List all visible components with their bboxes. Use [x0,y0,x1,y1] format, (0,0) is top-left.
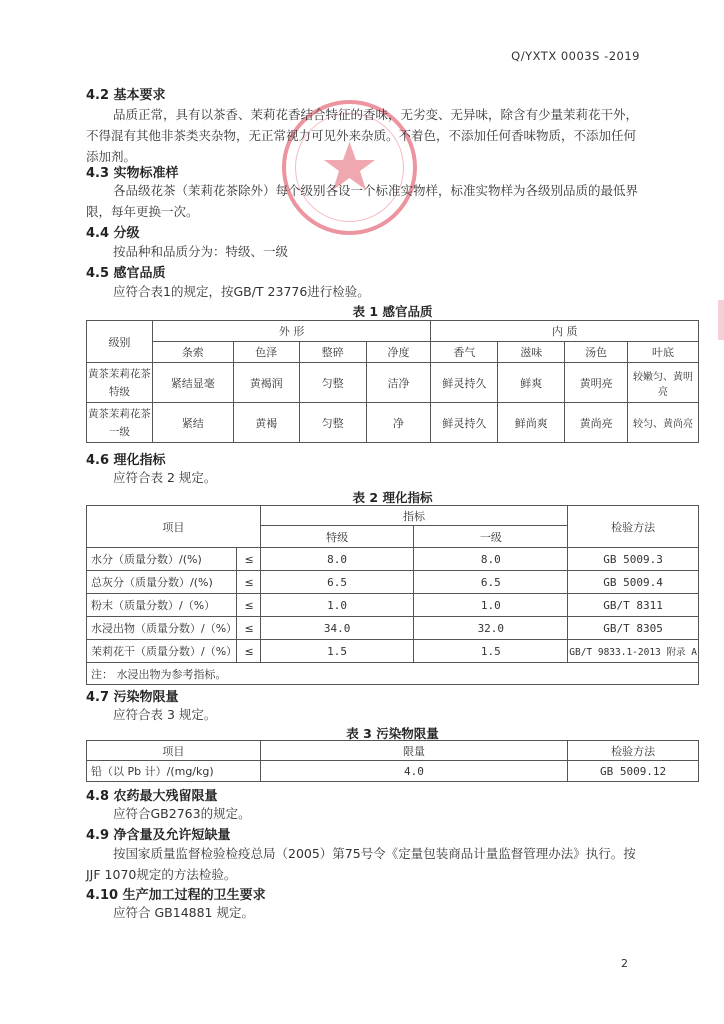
section-4-5-text: 应符合表1的规定，按GB/T 23776进行检验。 [113,284,370,299]
table-1-grade: 黄茶茉莉花茶特级 [87,363,153,403]
section-4-3-title: 4.3 实物标准样 [86,166,179,181]
table-1-grade-header: 级别 [87,321,153,363]
section-4-9-title: 4.9 净含量及允许短缺量 [86,828,231,843]
section-4-5-title: 4.5 感官品质 [86,266,166,281]
table-2-grade-special: 特级 [260,526,414,548]
table-3-method-header: 检验方法 [568,741,699,761]
table-cell: 1.5 [414,640,568,663]
table-cell: 鲜灵持久 [431,403,498,443]
table-cell: 紧结显毫 [152,363,233,403]
table-3-contaminant-limits [86,740,699,782]
table-2-item: 水浸出物（质量分数）/（%） [87,617,237,640]
section-4-2-title: 4.2 基本要求 [86,88,166,103]
table-1-col-header: 香气 [431,342,498,363]
section-4-10-title: 4.10 生产加工过程的卫生要求 [86,888,266,903]
section-4-8-text: 应符合GB2763的规定。 [113,806,251,821]
section-4-6-title: 4.6 理化指标 [86,453,166,468]
table-cell: 1.5 [260,640,414,663]
table-cell: 黄明亮 [565,363,628,403]
table-1-sensory-quality [86,320,699,443]
section-4-7-title: 4.7 污染物限量 [86,690,179,705]
page-number: 2 [621,957,628,970]
table-2-item: 水分（质量分数）/(%) [87,548,237,571]
table-3-limit-header: 限量 [260,741,567,761]
table-cell: 1.0 [414,594,568,617]
table-cell: GB 5009.4 [568,571,699,594]
table-cell: 黄尚亮 [565,403,628,443]
table-cell: 匀整 [299,363,366,403]
table-1-col-header: 整碎 [299,342,366,363]
table-1-outer-header: 外 形 [152,321,431,342]
table-row [87,761,699,782]
table-1-col-header: 叶底 [628,342,699,363]
table-cell: 较嫩匀、黄明亮 [628,363,699,403]
table-row [87,640,699,663]
table-2-item: 茉莉花干（质量分数）/（%） [87,640,237,663]
table-1-col-header: 净度 [366,342,431,363]
section-4-6-text: 应符合表 2 规定。 [113,470,217,485]
table-2-grade-first: 一级 [414,526,568,548]
table-cell: 8.0 [260,548,414,571]
table-1-col-header: 滋味 [498,342,565,363]
standard-code: Q/YXTX 0003S -2019 [511,49,640,63]
table-row [87,363,699,403]
table-1-col-header: 条索 [152,342,233,363]
table-2-item: 总灰分（质量分数）/(%) [87,571,237,594]
leq-symbol: ≤ [236,617,260,640]
table-cell: 鲜爽 [498,363,565,403]
table-cell: 1.0 [260,594,414,617]
table-cell: GB/T 8311 [568,594,699,617]
table-cell: 34.0 [260,617,414,640]
table-1-inner-header: 内 质 [431,321,699,342]
leq-symbol: ≤ [236,640,260,663]
table-2-item: 粉末（质量分数）/（%） [87,594,237,617]
table-cell: 6.5 [260,571,414,594]
table-2-method-header: 检验方法 [568,506,699,548]
leq-symbol: ≤ [236,594,260,617]
table-1-grade: 黄茶茉莉花茶一级 [87,403,153,443]
table-3-item: 铅（以 Pb 计）/(mg/kg) [87,761,261,782]
leq-symbol: ≤ [236,548,260,571]
table-3-item-header: 项目 [87,741,261,761]
table-cell: 黄褐 [233,403,299,443]
table-cell: 黄褐润 [233,363,299,403]
table-row [87,403,699,443]
section-4-10-text: 应符合 GB14881 规定。 [113,905,254,920]
leq-symbol: ≤ [236,571,260,594]
table-2-note: 注： 水浸出物为参考指标。 [87,663,699,685]
table-cell: GB 5009.3 [568,548,699,571]
table-cell: 紧结 [152,403,233,443]
table-cell: 32.0 [414,617,568,640]
table-cell: 8.0 [414,548,568,571]
table-2-caption: 表 2 理化指标 [352,490,433,505]
table-cell: GB 5009.12 [568,761,699,782]
table-cell: 洁净 [366,363,431,403]
section-4-4-title: 4.4 分级 [86,226,140,241]
table-1-col-header: 汤色 [565,342,628,363]
section-4-9-text: 按国家质量监督检验检疫总局（2005）第75号令《定量包装商品计量监督管理办法》执行。按JJF 1070规定的方法检验。 [86,846,636,882]
section-4-8-title: 4.8 农药最大残留限量 [86,789,218,804]
table-3-caption: 表 3 污染物限量 [346,726,439,741]
table-1-caption: 表 1 感官品质 [352,304,433,319]
table-row [87,571,699,594]
table-cell: 4.0 [260,761,567,782]
table-1-col-header: 色泽 [233,342,299,363]
table-row [87,663,699,685]
section-4-4-text: 按品种和品质分为：特级、一级 [113,244,289,259]
table-cell: 鲜灵持久 [431,363,498,403]
table-row [87,594,699,617]
section-4-3-text: 各品级花茶（茉莉花茶除外）每个级别各设一个标准实物样，标准实物样为各级别品质的最低界限，每年更换一次。 [86,183,639,219]
table-cell: 较匀、黄尚亮 [628,403,699,443]
edge-mark [718,300,724,340]
table-cell: 6.5 [414,571,568,594]
section-4-2-text: 品质正常，具有以茶香、茉莉花香结合特征的香味，无劣变、无异味，除含有少量茉莉花干外，不得混有其他非茶类夹杂物，无正常视力可见外来杂质。不着色，不添加任何香味物质，不添加任何添加剂。 [86,107,639,164]
table-cell: 鲜尚爽 [498,403,565,443]
table-cell: 净 [366,403,431,443]
table-2-item-header: 项目 [87,506,261,548]
table-row [87,548,699,571]
table-2-index-header: 指标 [260,506,567,526]
table-cell: GB/T 8305 [568,617,699,640]
table-cell: GB/T 9833.1-2013 附录 A [568,640,699,663]
table-2-physicochemical [86,505,699,685]
table-row [87,617,699,640]
table-cell: 匀整 [299,403,366,443]
section-4-7-text: 应符合表 3 规定。 [113,707,217,722]
